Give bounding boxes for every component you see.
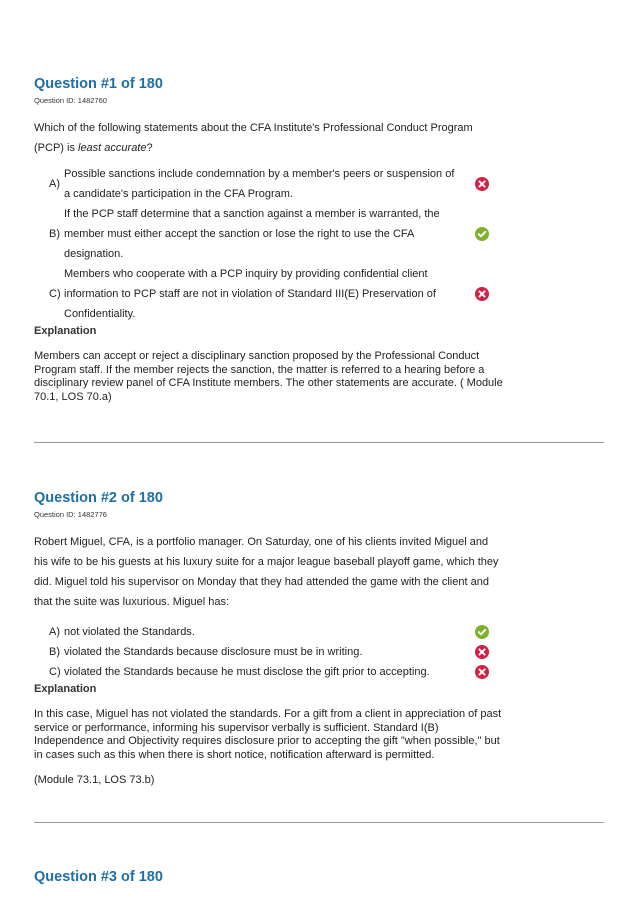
choice-text: If the PCP staff determine that a sanction against a member is warranted, the member must either accept the sanction or lose the right to use the CFA designation. <box>64 208 440 260</box>
explanation-heading: Explanation <box>34 325 97 337</box>
choice-text: violated the Standards because he must disclose the gift prior to accepting. <box>64 666 430 678</box>
question-title: Question #2 of 180 <box>34 490 163 506</box>
choice-letter: B) <box>49 646 60 658</box>
question-stem: Robert Miguel, CFA, is a portfolio manager. On Saturday, one of his clients invited Miguel and his wife to be his guests at his luxury suite for a major league baseball playoff game, which they did. Miguel told his supervisor on Monday that they had attended the game with the client and that the suite was luxurious. Miguel has: <box>34 536 499 608</box>
question-id: Question ID: 1482776 <box>34 510 107 519</box>
stem-emphasis: least accurate <box>78 142 147 154</box>
check-circle-icon <box>475 227 489 241</box>
check-circle-icon <box>475 625 489 639</box>
x-circle-icon <box>475 287 489 301</box>
choice-c[interactable] <box>34 264 504 324</box>
choice-letter: A) <box>49 626 60 638</box>
choice-a[interactable] <box>34 622 504 642</box>
choice-letter: A) <box>49 178 60 190</box>
x-circle-icon <box>475 665 489 679</box>
explanation-text: Members can accept or reject a disciplinary sanction proposed by the Professional Conduct Program staff. If the member rejects the sanction, the matter is referred to a hearing before a disciplinary review panel of CFA Institute members. The other statements are accurate. ( Module 70.1, LOS 70.a) <box>34 350 503 403</box>
choice-text: violated the Standards because disclosure must be in writing. <box>64 646 363 658</box>
answer-choices <box>34 164 504 324</box>
question-title: Question #1 of 180 <box>34 76 163 92</box>
question-2 <box>34 489 504 788</box>
choice-c[interactable] <box>34 662 504 682</box>
question-title: Question #3 of 180 <box>34 869 163 885</box>
choice-a[interactable] <box>34 164 504 204</box>
choice-letter: C) <box>49 288 61 300</box>
question-id: Question ID: 1482760 <box>34 96 107 105</box>
choice-letter: C) <box>49 666 61 678</box>
choice-text: Members who cooperate with a PCP inquiry by providing confidential client information to PCP staff are not in violation of Standard III(E) Preservation of Confidentiality. <box>64 268 436 320</box>
question-stem <box>34 118 504 158</box>
question-3 <box>34 868 504 886</box>
choice-text: Possible sanctions include condemnation by a member's peers or suspension of a candidate's participation in the CFA Program. <box>64 168 455 200</box>
question-1 <box>34 75 504 404</box>
choice-b[interactable] <box>34 642 504 662</box>
stem-text: Which of the following statements about the CFA Institute's Professional Conduct Program (PCP) is <box>34 122 473 154</box>
choice-text: not violated the Standards. <box>64 626 195 638</box>
x-circle-icon <box>475 645 489 659</box>
divider <box>34 442 604 443</box>
stem-text-end: ? <box>146 142 153 154</box>
explanation-heading: Explanation <box>34 683 97 695</box>
choice-letter: B) <box>49 228 60 240</box>
explanation-reference: (Module 73.1, LOS 73.b) <box>34 774 155 786</box>
explanation-text: In this case, Miguel has not violated the standards. For a gift from a client in appreciation of past service or performance, informing his supervisor verbally is sufficient. Standard I(B) Independence and Objectivity requires disclosure prior to accepting the gift "when possible," but in cases such as this when there is short notice, notification afterward is permitted. <box>34 708 502 761</box>
choice-b[interactable] <box>34 204 504 264</box>
x-circle-icon <box>475 177 489 191</box>
divider <box>34 822 604 823</box>
answer-choices <box>34 622 504 682</box>
